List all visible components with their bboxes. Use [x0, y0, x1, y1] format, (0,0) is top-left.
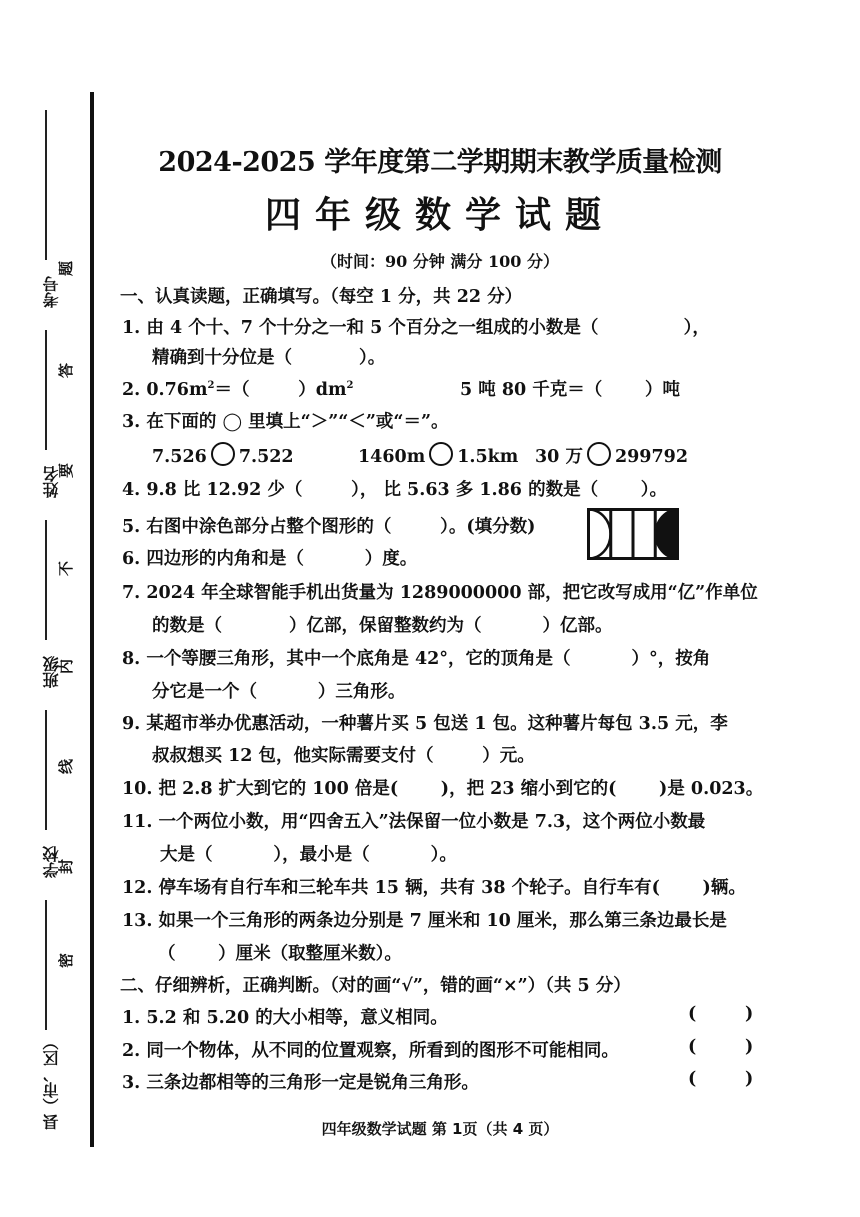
- exam-no-rule: [45, 110, 47, 260]
- compare-circle[interactable]: [429, 442, 453, 466]
- question-13-line2: （ ）厘米（取整厘米数）。: [158, 944, 402, 964]
- county-rule: [45, 900, 47, 1030]
- seal-char: 不: [57, 560, 76, 577]
- seal-char: 要: [57, 462, 76, 479]
- compare-left: 7.526: [152, 447, 207, 467]
- section1-heading: 一、认真读题，正确填写。（每空 1 分，共 22 分）: [120, 287, 523, 307]
- question-7-line1: 7. 2024 年全球智能手机出货量为 1289000000 部，把它改写成用“亿”作单位: [122, 583, 758, 603]
- seal-char: 题: [57, 260, 76, 277]
- time-info: （时间：90 分钟 满分 100 分）: [321, 252, 559, 271]
- compare-left: 1460m: [358, 447, 426, 467]
- question-7-line2: 的数是（ ）亿部，保留整数约为（ ）亿部。: [152, 616, 613, 636]
- square-superscript: 2: [346, 380, 354, 392]
- compare-circle[interactable]: [587, 442, 611, 466]
- class-rule: [45, 520, 47, 640]
- q2-m2: 2. 0.76m: [122, 380, 208, 400]
- question-13-line1: 13. 如果一个三角形的两条边分别是 7 厘米和 10 厘米，那么第三条边最长是: [122, 911, 727, 931]
- question-5: 5. 右图中涂色部分占整个图形的（ ）。(填分数): [122, 517, 536, 537]
- seal-char: 封: [57, 858, 76, 875]
- question-9-line2: 叔叔想买 12 包，他实际需要支付（ ）元。: [152, 746, 535, 766]
- compare-circle[interactable]: [211, 442, 235, 466]
- compare-right: 299792: [614, 447, 689, 467]
- county-label: 县（市、区）: [42, 1034, 61, 1130]
- judge-question-2: 2. 同一个物体，从不同的位置观察，所看到的图形不可能相同。: [122, 1041, 619, 1061]
- page-footer: 四年级数学试题 第 1页（共 4 页）: [321, 1120, 559, 1138]
- exam-title: 2024-2025 学年度第二学期期末教学质量检测: [158, 147, 722, 178]
- question-3-compare-b: [358, 442, 518, 467]
- compare-right: 7.522: [238, 447, 294, 467]
- name-label: 姓名: [42, 466, 61, 498]
- question-1-line2: 精确到十分位是（ ）。: [152, 348, 386, 368]
- question-10: 10. 把 2.8 扩大到它的 100 倍是( )，把 23 缩小到它的( )是 0.023。: [122, 779, 764, 799]
- exam-no-label: 考号: [42, 276, 61, 308]
- school-label: 学校: [42, 846, 61, 878]
- section2-heading: 二、仔细辨析，正确判断。（对的画“√”，错的画“×”）（共 5 分）: [120, 976, 631, 996]
- question-6: 6. 四边形的内角和是（ ）度。: [122, 549, 418, 569]
- subject-title: 四年级数学试题: [264, 194, 615, 236]
- compare-right: 1.5km: [457, 447, 519, 467]
- shaded-fraction-figure: [587, 508, 679, 560]
- seal-char: 线: [57, 758, 76, 775]
- seal-char: 内: [57, 658, 76, 675]
- name-rule: [45, 330, 47, 450]
- question-8-line2: 分它是一个（ ）三角形。: [152, 682, 406, 702]
- question-3-compare-c: [535, 442, 688, 468]
- binding-line: [90, 92, 94, 1147]
- judge-answer-box[interactable]: ( ): [688, 1069, 754, 1089]
- question-2-part1: [122, 376, 353, 401]
- question-1-line1: 1. 由 4 个十、7 个十分之一和 5 个百分之一组成的小数是（ ），: [122, 318, 710, 338]
- question-3: 3. 在下面的 ◯ 里填上“＞”“＜”或“＝”。: [122, 412, 449, 432]
- question-12: 12. 停车场有自行车和三轮车共 15 辆，共有 38 个轮子。自行车有( )辆。: [122, 878, 746, 898]
- school-rule: [45, 710, 47, 830]
- question-4: 4. 9.8 比 12.92 少（ ）， 比 5.63 多 1.86 的数是（ ）。: [122, 480, 667, 500]
- question-3-compare-a: [152, 442, 294, 467]
- q2-dm2: ＝（ ）dm: [214, 380, 347, 400]
- question-8-line1: 8. 一个等腰三角形，其中一个底角是 42°，它的顶角是（ ）°，按角: [122, 649, 711, 669]
- seal-char: 答: [57, 362, 76, 379]
- seal-char: 密: [57, 952, 76, 969]
- judge-question-3: 3. 三条边都相等的三角形一定是锐角三角形。: [122, 1073, 479, 1093]
- judge-question-1: 1. 5.2 和 5.20 的大小相等，意义相同。: [122, 1008, 448, 1028]
- question-11-line2: 大是（ ），最小是（ ）。: [160, 845, 457, 865]
- compare-left: 30 万: [535, 447, 583, 467]
- square-superscript: 2: [207, 380, 215, 392]
- question-2-part2: 5 吨 80 千克＝（ ）吨: [460, 380, 680, 400]
- question-9-line1: 9. 某超市举办优惠活动，一种薯片买 5 包送 1 包。这种薯片每包 3.5 元，李: [122, 714, 728, 734]
- judge-answer-box[interactable]: ( ): [688, 1037, 754, 1057]
- class-label: 班级: [42, 656, 61, 688]
- judge-answer-box[interactable]: ( ): [688, 1004, 754, 1024]
- question-11-line1: 11. 一个两位小数，用“四舍五入”法保留一位小数是 7.3，这个两位小数最: [122, 812, 706, 832]
